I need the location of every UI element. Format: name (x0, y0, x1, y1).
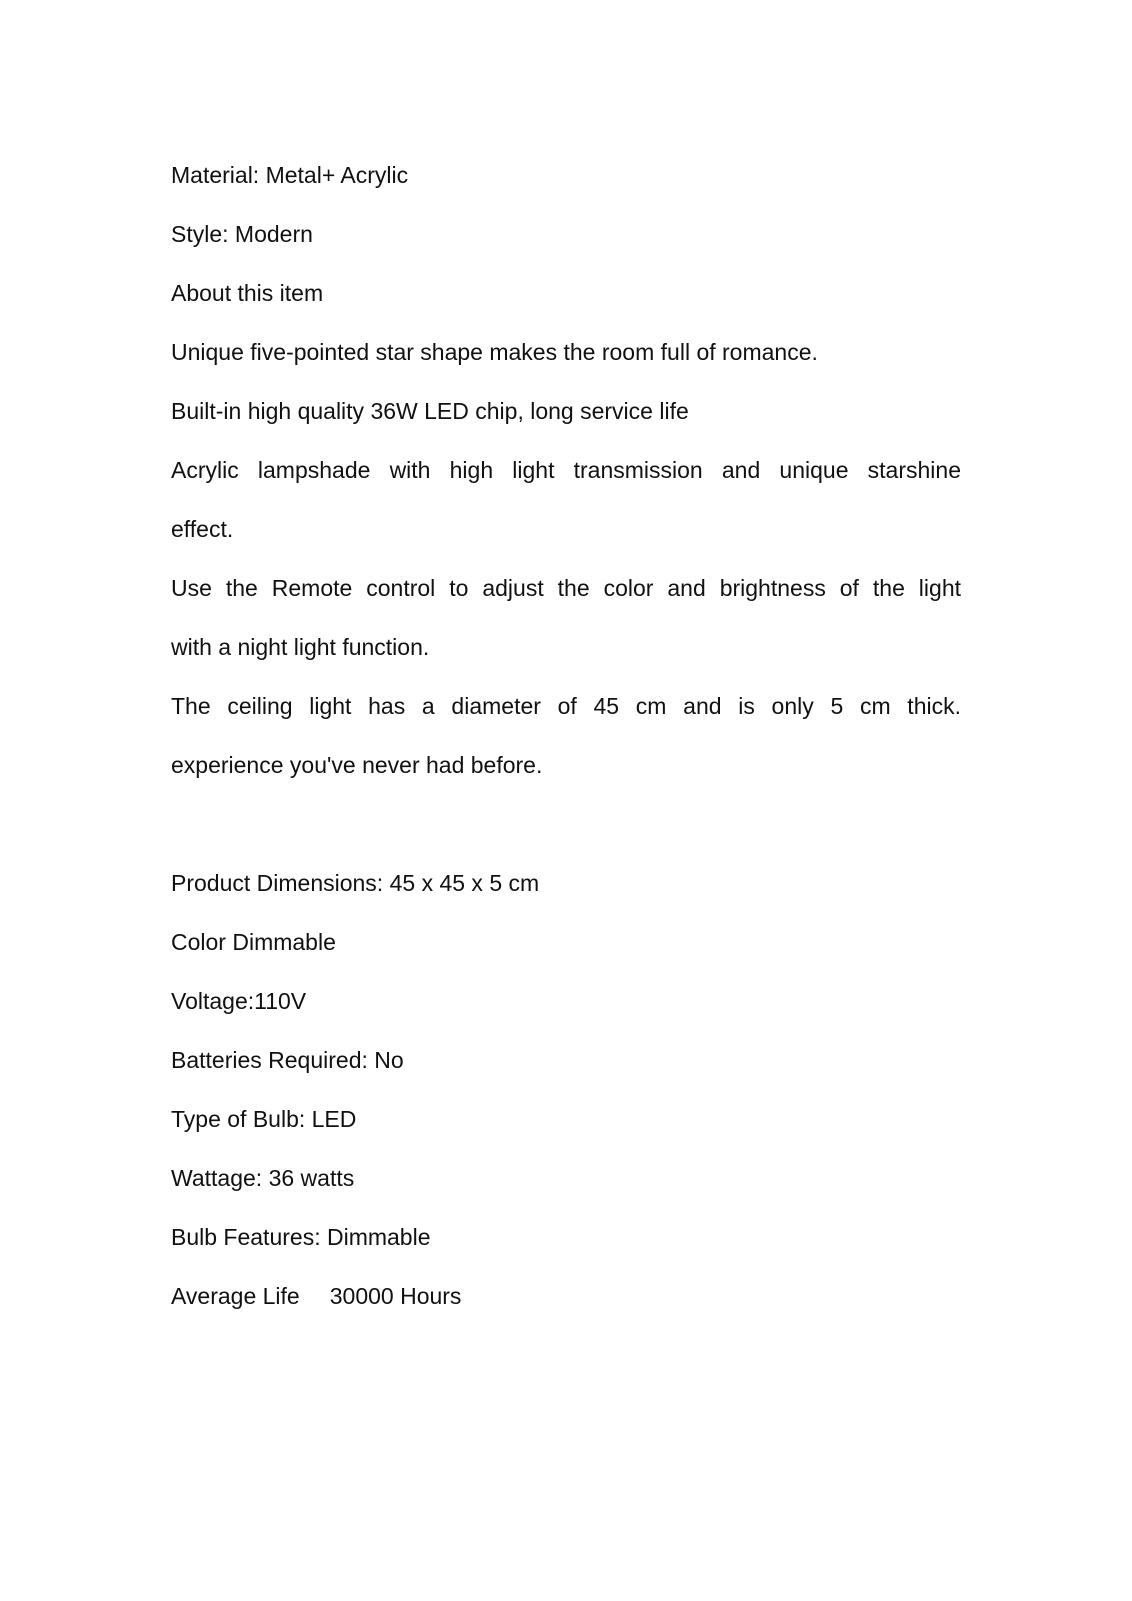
spec-color: Color Dimmable (171, 929, 336, 955)
section-spacer (171, 795, 961, 854)
spec-batteries: Batteries Required: No (171, 1047, 404, 1073)
average-life-value: 30000 Hours (329, 1283, 462, 1309)
document-body (171, 146, 961, 1326)
feature-ceiling-size-cont: experience you've never had before. (171, 752, 543, 778)
feature-led-chip: Built-in high quality 36W LED chip, long service life (171, 398, 689, 424)
about-heading: About this item (171, 280, 324, 306)
spec-dimensions: Product Dimensions: 45 x 45 x 5 cm (171, 870, 540, 896)
feature-star-shape: Unique five-pointed star shape makes the room full of romance. (171, 339, 818, 365)
average-life-label: Average Life (171, 1283, 300, 1309)
feature-ceiling-size: The ceiling light has a diameter of 45 cm and is only 5 cm thick. (171, 693, 961, 719)
style-line: Style: Modern (171, 221, 313, 247)
feature-acrylic-shade-cont: effect. (171, 516, 234, 542)
spec-bulb-features: Bulb Features: Dimmable (171, 1224, 431, 1250)
material-line: Material: Metal+ Acrylic (171, 162, 409, 188)
feature-acrylic-shade: Acrylic lampshade with high light transmission and unique starshine (171, 457, 961, 483)
spec-voltage: Voltage:110V (171, 988, 307, 1014)
spec-wattage: Wattage: 36 watts (171, 1165, 355, 1191)
spec-bulb-type: Type of Bulb: LED (171, 1106, 357, 1132)
feature-remote-control: Use the Remote control to adjust the color and brightness of the light (171, 575, 961, 601)
spec-average-life (171, 1267, 961, 1326)
feature-remote-control-cont: with a night light function. (171, 634, 430, 660)
